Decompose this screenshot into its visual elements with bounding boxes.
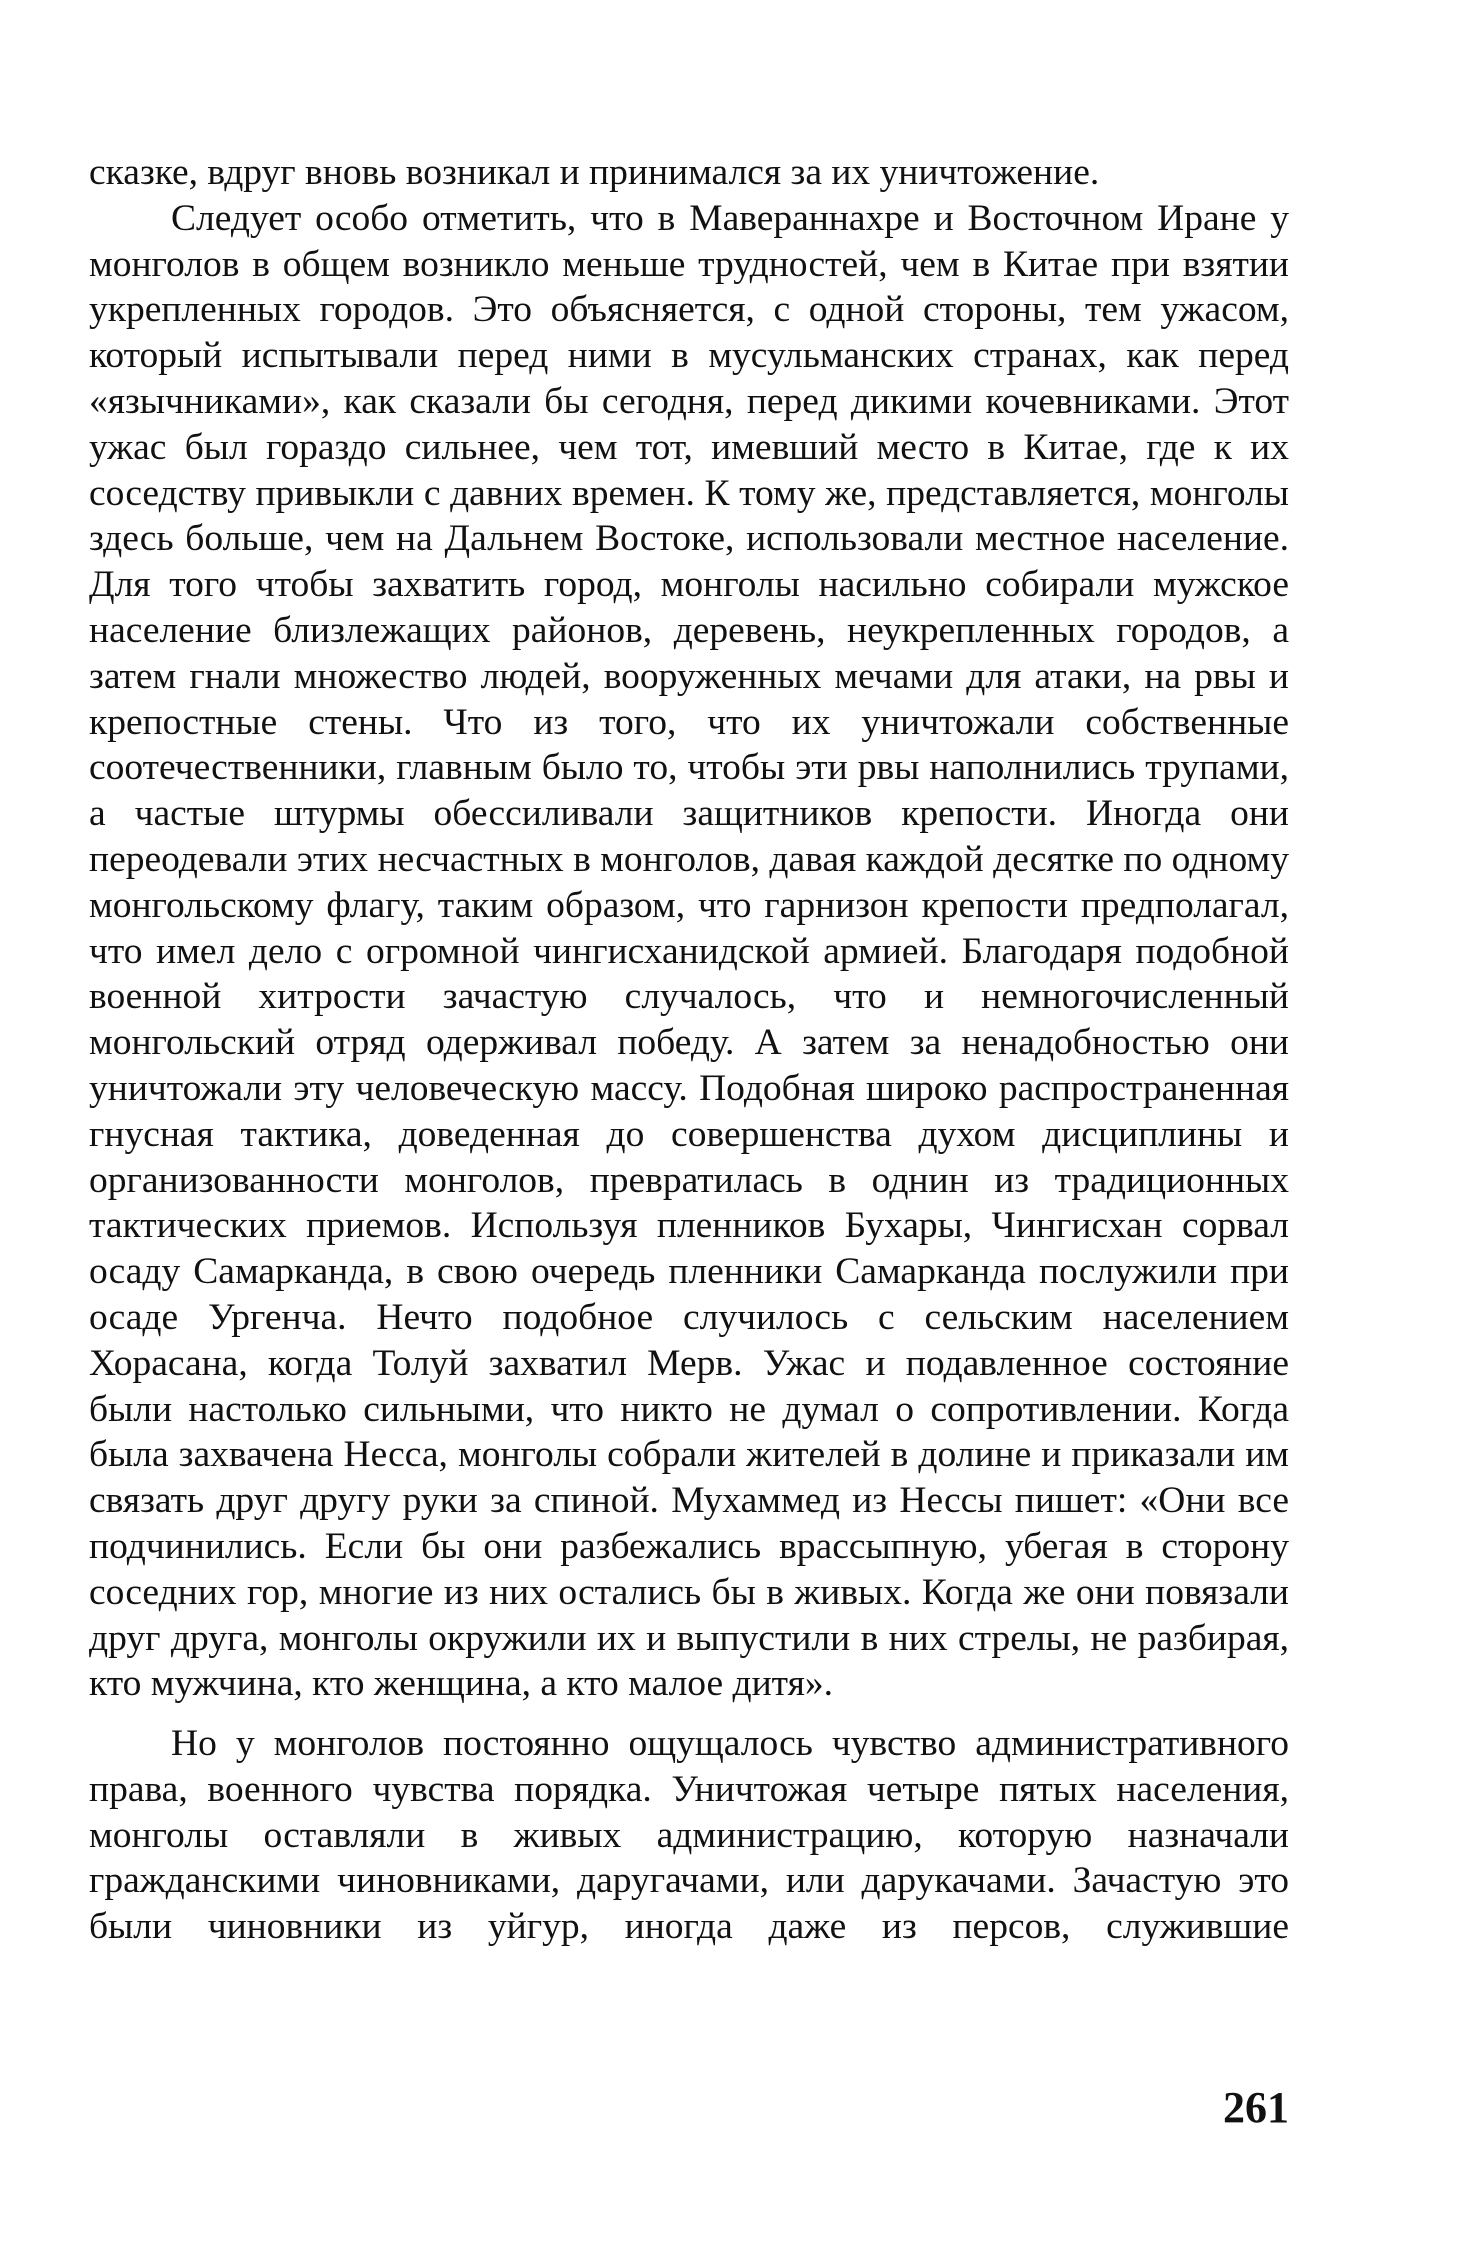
page-number: 261 (1223, 2083, 1289, 2132)
page-text-block (89, 150, 1289, 1950)
paragraph-spacer (89, 1707, 1289, 1721)
paragraph-mongol-tactics: Следует особо отметить, что в Мавераннахре и Восточном Иране у монголов в общем возникло меньше трудностей, чем в Китае при взятии укрепленных городов. Это объясняется, с одной стороны, тем ужасом, который испытывали перед ними в мусульманских странах, как перед «язычниками», как сказали бы сегодня, перед дикими кочевниками. Этот ужас был гораздо сильнее, чем тот, имевший место в Китае, где к их соседству привыкли с давних времен. К тому же, представляется, монголы здесь больше, чем на Дальнем Востоке, использовали местное население. Для того чтобы захватить город, монголы насильно собирали мужское население близлежащих районов, деревень, неукрепленных городов, а затем гнали множество людей, вооруженных мечами для атаки, на рвы и крепостные стены. Что из того, что их уничтожали собственные соотечественники, главным было то, чтобы эти рвы наполнились трупами, а частые штурмы обессиливали защитников крепости. Иногда они переодевали этих несчастных в монголов, давая каждой десятке по одному монгольскому флагу, таким образом, что гарнизон крепости предполагал, что имел дело с огромной чингисханидской армией. Благодаря подобной военной хитрости зачастую случалось, что и немногочисленный монгольский отряд одерживал победу. А затем за ненадобностью они уничтожали эту человеческую массу. Подобная широко распространенная гнусная тактика, доведенная до совершенства духом дисциплины и организованности монголов, превратилась в однин из традиционных тактических приемов. Используя пленников Бухары, Чингисхан сорвал осаду Самарканда, в свою очередь пленники Самарканда послужили при осаде Ургенча. Нечто подобное случилось с сельским населением Хорасана, когда Толуй захватил Мерв. Ужас и подавленное состояние были настолько сильными, что никто не думал о сопротивлении. Когда была захвачена Несса, монголы собрали жителей в долине и приказали им связать друг другу руки за спиной. Мухаммед из Нессы пишет: «Они все подчинились. Если бы они разбежались врассыпную, убегая в сторону соседних гор, многие из них остались бы в живых. Когда же они повязали друг друга, монголы окружили их и выпустили в них стрелы, не разбирая, кто мужчина, кто женщина, а кто малое дитя». (89, 197, 1289, 1705)
paragraph-continuation: сказке, вдруг вновь возникал и принимался за их уничтожение. (89, 152, 1100, 193)
paragraph-administration: Но у монголов постоянно ощущалось чувство административного права, военного чувства порядка. Уничтожая четыре пятых населения, монголы оставляли в живых администрацию, которую назначали гражданскими чиновниками, даругачами, или дарукачами. Зачастую это были чиновники из уйгур, иногда даже из персов, служившие (89, 1723, 1289, 1948)
